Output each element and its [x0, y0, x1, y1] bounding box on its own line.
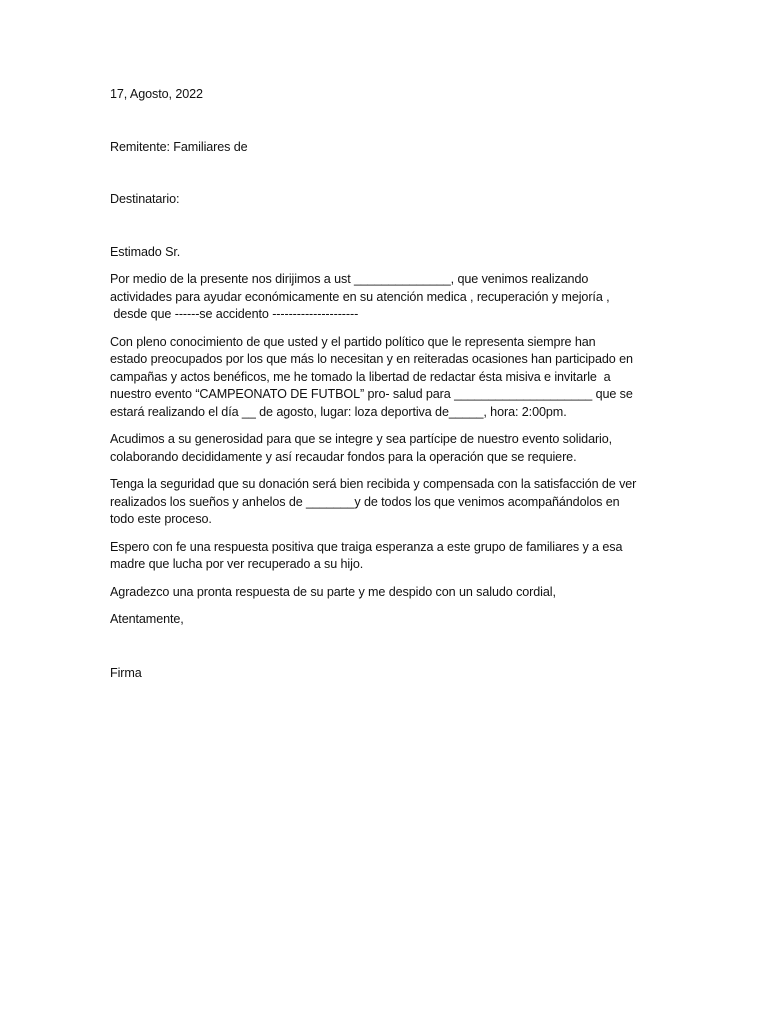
- signature-label: Firma: [110, 665, 142, 680]
- paragraph-line: realizados los sueños y anhelos de _______y de todos los que venimos acompañándolos en: [110, 494, 620, 509]
- letter-page: [110, 86, 640, 682]
- letter-date: 17, Agosto, 2022: [110, 87, 203, 101]
- letter-sender: Remitente: Familiares de: [110, 139, 248, 154]
- paragraph-line: Con pleno conocimiento de que usted y el partido político que le representa siempre han: [110, 334, 596, 349]
- paragraph-line: desde que ------se accidento ---------------------: [110, 307, 359, 321]
- paragraph-line: actividades para ayudar económicamente en su atención medica , recuperación y mejoría ,: [110, 289, 610, 304]
- paragraph-hope: [110, 539, 640, 574]
- paragraph-line: Tenga la seguridad que su donación será bien recibida y compensada con la satisfacción de ver: [110, 477, 637, 491]
- paragraph-generosity: [110, 431, 640, 466]
- paragraph-invitation: [110, 334, 640, 422]
- paragraph-line: Por medio de la presente nos dirijimos a ust ______________, que venimos realizando: [110, 272, 589, 286]
- letter-greeting: Estimado Sr.: [110, 244, 181, 259]
- paragraph-request: [110, 271, 640, 324]
- paragraph-line: madre que lucha por ver recuperado a su hijo.: [110, 557, 364, 571]
- paragraph-line: Acudimos a su generosidad para que se integre y sea partícipe de nuestro evento solidario,: [110, 432, 613, 446]
- paragraph-line: colaborando decididamente y así recaudar fondos para la operación que se requiere.: [110, 449, 577, 464]
- paragraph-line: nuestro evento “CAMPEONATO DE FUTBOL” pro- salud para ____________________ que se: [110, 387, 633, 401]
- paragraph-line: todo este proceso.: [110, 512, 212, 526]
- paragraph-line: Espero con fe una respuesta positiva que traiga esperanza a este grupo de familiares y a esa: [110, 539, 623, 554]
- paragraph-line: estado preocupados por los que más lo necesitan y en reiteradas ocasiones han participado en: [110, 352, 633, 366]
- letter-closing: Agradezco una pronta respuesta de su parte y me despido con un saludo cordial,: [110, 584, 556, 599]
- paragraph-donation: [110, 476, 640, 529]
- paragraph-line: estará realizando el día __ de agosto, lugar: loza deportiva de_____, hora: 2:00pm.: [110, 404, 567, 419]
- paragraph-line: campañas y actos benéficos, me he tomado la libertad de redactar ésta misiva e invitarle a: [110, 369, 611, 384]
- letter-regards: Atentamente,: [110, 612, 184, 626]
- letter-recipient: Destinatario:: [110, 192, 180, 206]
